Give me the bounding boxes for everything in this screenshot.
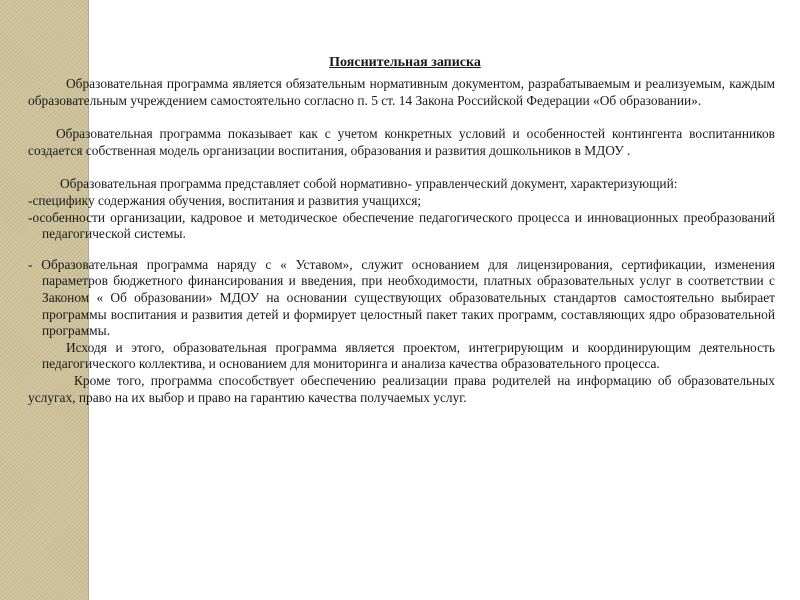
paragraph-intro: Образовательная программа является обязательным нормативным документом, разрабатываемым и реализуемым, каждым образовательным учреждением самостоятельно согласно п. 5 ст. 14 Закона Российской Федерации «Об образовании». (28, 76, 775, 108)
paragraph-project: Исходя и этого, образовательная программа является проектом, интегрирующим и координирующим деятельность педагогического коллектива, и основанием для мониторинга и анализа качества образовательного процесса. (42, 339, 775, 372)
list-item-features: -особенности организации, кадровое и методическое обеспечение педагогического процесса и инновационных преобразований педагогической системы. (28, 209, 775, 242)
document-body (28, 76, 775, 406)
list-item-specifics: -специфику содержания обучения, воспитания и развития учащихся; (28, 192, 422, 208)
paragraph-definition: Образовательная программа представляет собой нормативно- управленческий документ, характеризующий: (60, 176, 678, 192)
paragraph-charter: - Образовательная программа наряду с « Уставом», служит основанием для лицензирования, сертификации, изменения параметров бюджетного финансирования и введения, при необходимости, платных образовательных услуг в соответствии с Законом « Об образовании» МДОУ на основании существующих образовательных стандартов самостоятельно выбирает программы воспитания и развития детей и формирует целостный пакет таких программ, составляющих ядро образовательной программы. (28, 256, 775, 339)
paragraph-parents-rights: Кроме того, программа способствует обеспечению реализации права родителей на информацию об образовательных услугах, право на их выбор и право на гарантию качества получаемых услуг. (28, 372, 775, 405)
document-title: Пояснительная записка (329, 55, 481, 70)
paragraph-model: Образовательная программа показывает как с учетом конкретных условий и особенностей контингента воспитанников создается собственная модель организации воспитания, образования и развития дошкольников в МДОУ . (28, 126, 775, 158)
